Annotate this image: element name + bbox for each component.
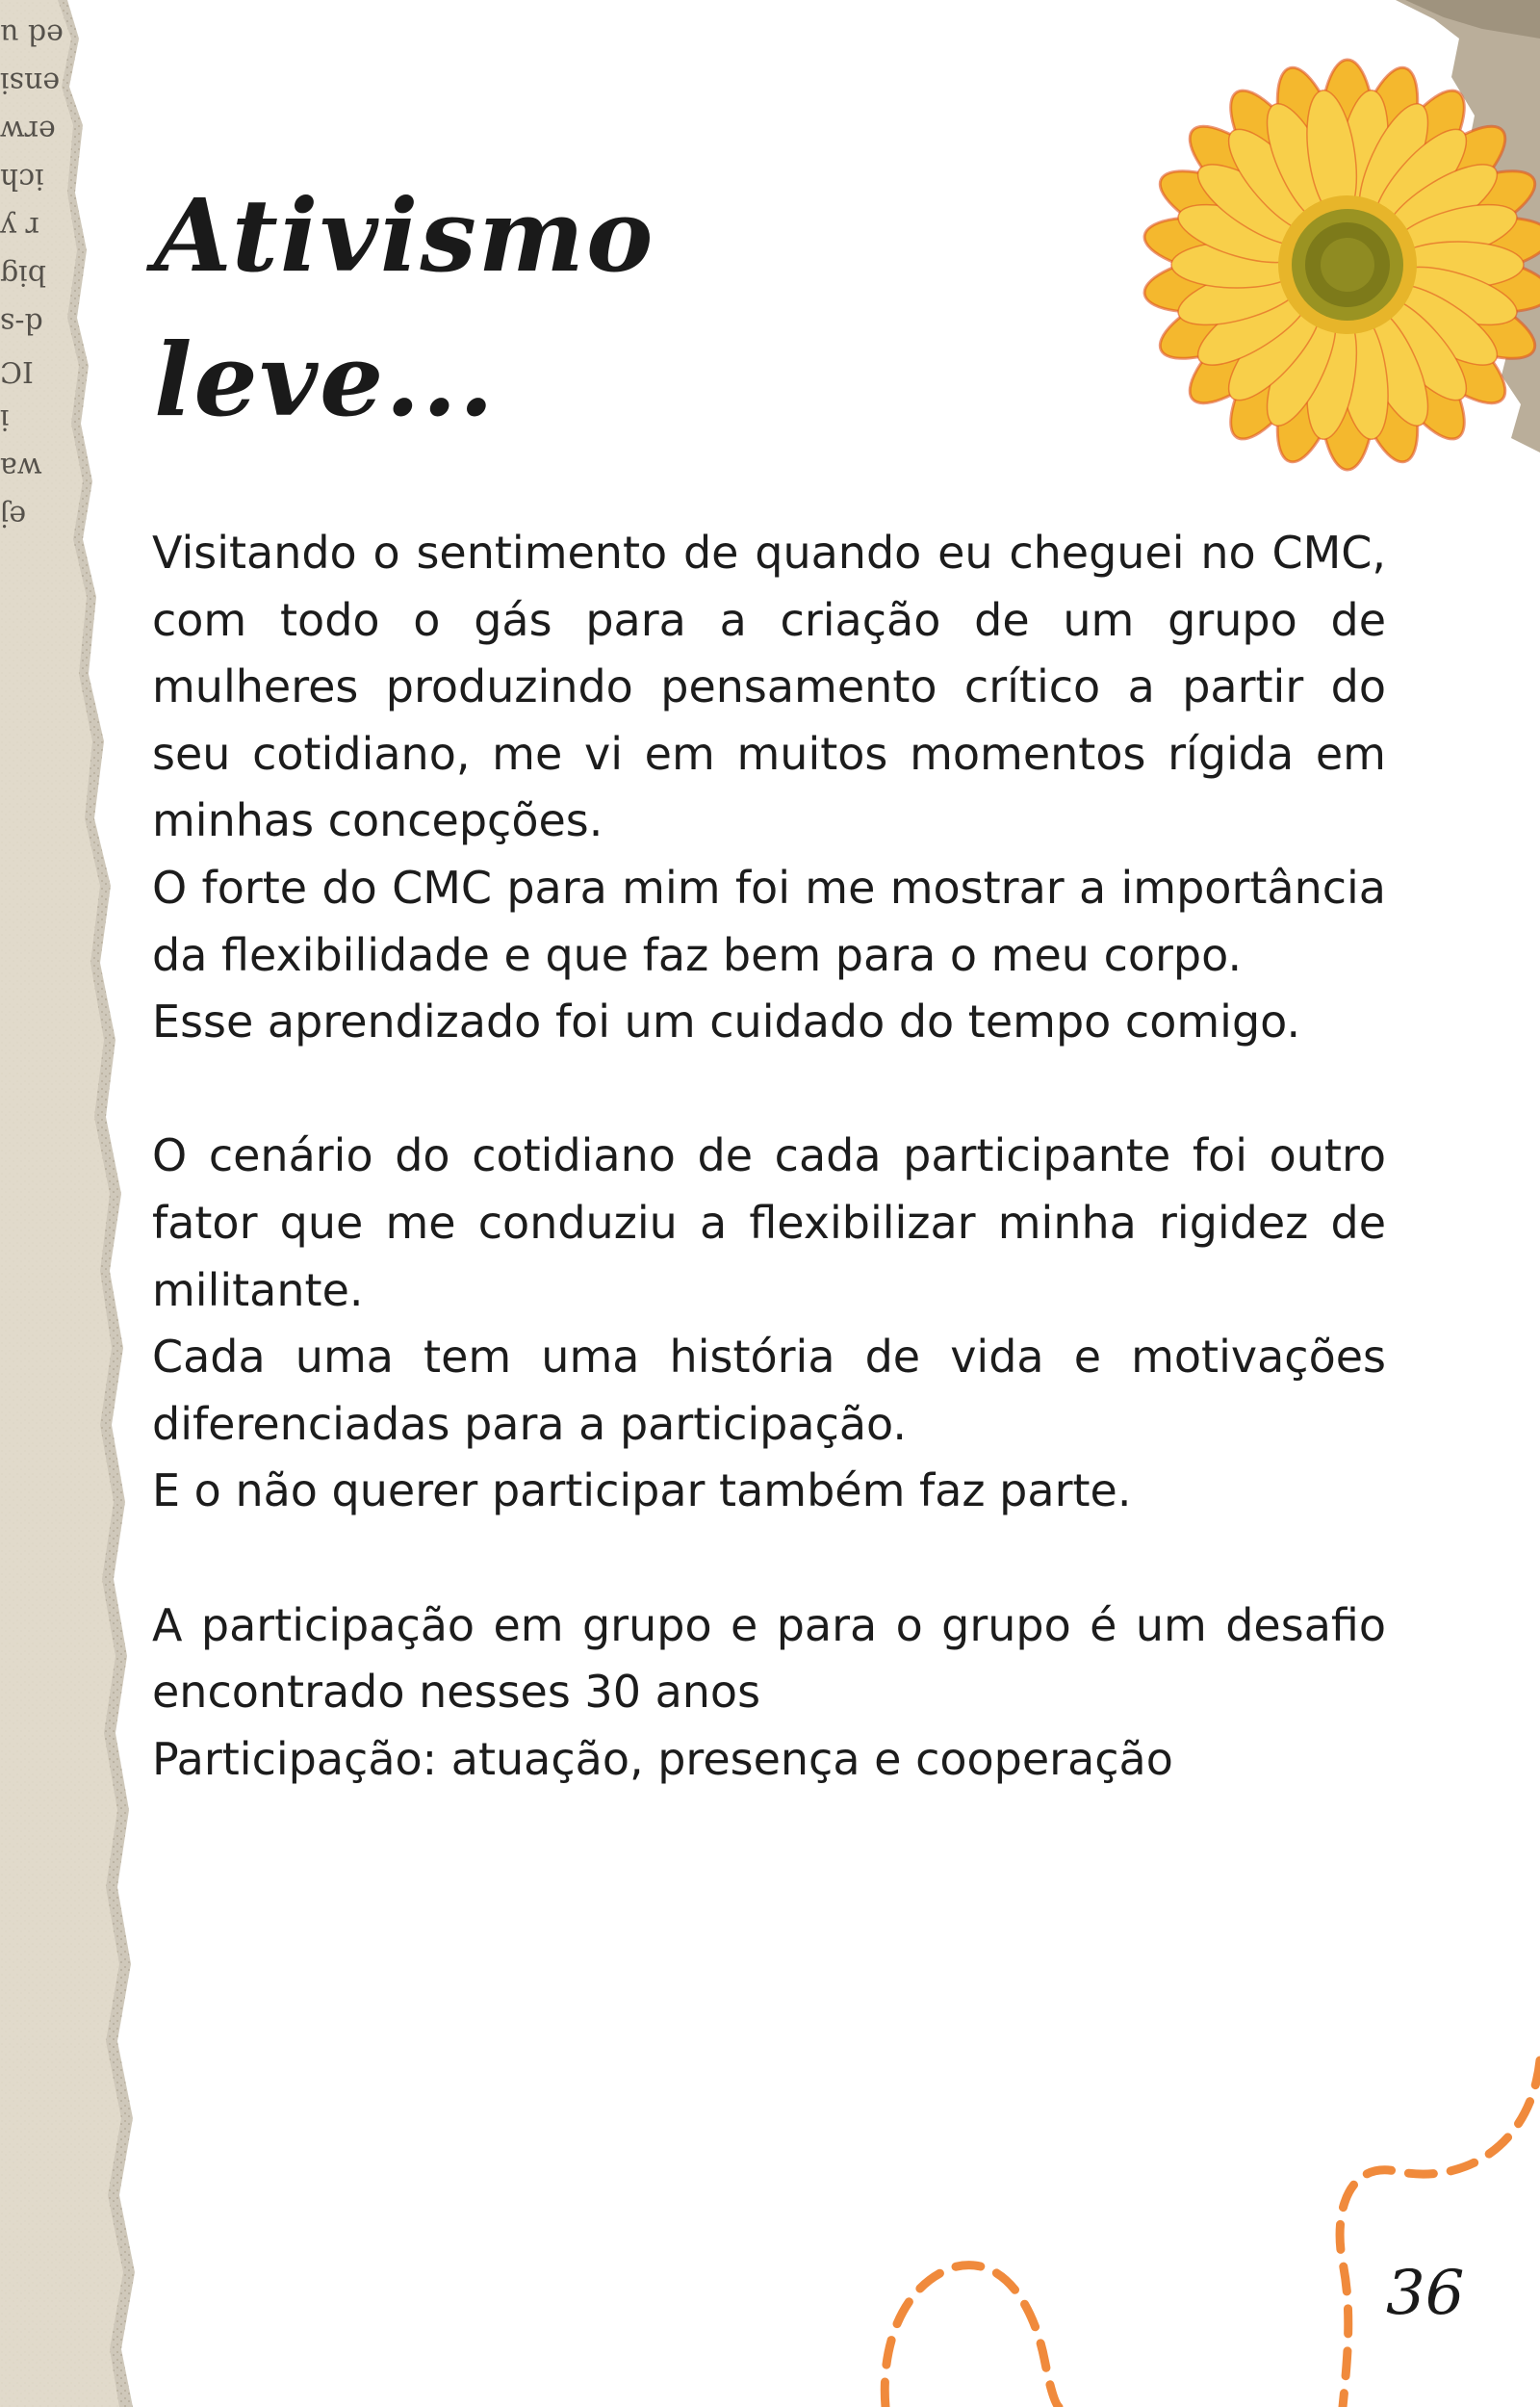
title-line-1: Ativismo	[154, 176, 655, 295]
newspaper-fragment	[0, 10, 87, 539]
page-number: 36	[1386, 2258, 1465, 2329]
newspaper-word: ensi	[0, 65, 61, 99]
newspaper-word: ich	[0, 162, 44, 195]
body-line: Participação: atuação, presença e cooperação	[152, 1732, 1173, 1785]
body-line: O forte do CMC para mim foi me mostrar a importância da flexibilidade e que faz bem para o meu corpo.	[152, 861, 1386, 981]
body-line: Esse aprendizado foi um cuidado do tempo comigo.	[152, 996, 1301, 1048]
newspaper-word: IC	[0, 354, 34, 388]
newspaper-word: ej	[0, 499, 27, 532]
newspaper-word: r y	[0, 210, 39, 244]
body-line: A participação em grupo e para o grupo é um desafio encontrado nesses 30 anos	[152, 1598, 1386, 1719]
newspaper-word: erw	[0, 114, 56, 147]
title-line-2: leve...	[154, 321, 496, 439]
newspaper-word: ed u	[0, 17, 64, 51]
newspaper-word: d-s	[0, 306, 43, 340]
page-title	[154, 164, 654, 453]
newspaper-word: i	[0, 402, 10, 436]
newspaper-word: wa	[0, 451, 42, 484]
body-line: O cenário do cotidiano de cada participante foi outro fator que me conduziu a flexibilizar minha rigidez de militante.	[152, 1129, 1386, 1316]
body-line: Visitando o sentimento de quando eu cheguei no CMC, com todo o gás para a criação de um grupo de mulheres produzindo pensamento crítico a partir do seu cotidiano, me vi em muitos momentos rígida em minhas concepções.	[152, 527, 1386, 847]
yellow-flower-icon	[1141, 58, 1540, 472]
body-line: Cada uma tem uma história de vida e motivações diferenciadas para a participação.	[152, 1331, 1386, 1450]
body-text	[152, 520, 1386, 1793]
body-line: E o não querer participar também faz parte.	[152, 1464, 1132, 1517]
newspaper-word: big	[0, 258, 47, 292]
